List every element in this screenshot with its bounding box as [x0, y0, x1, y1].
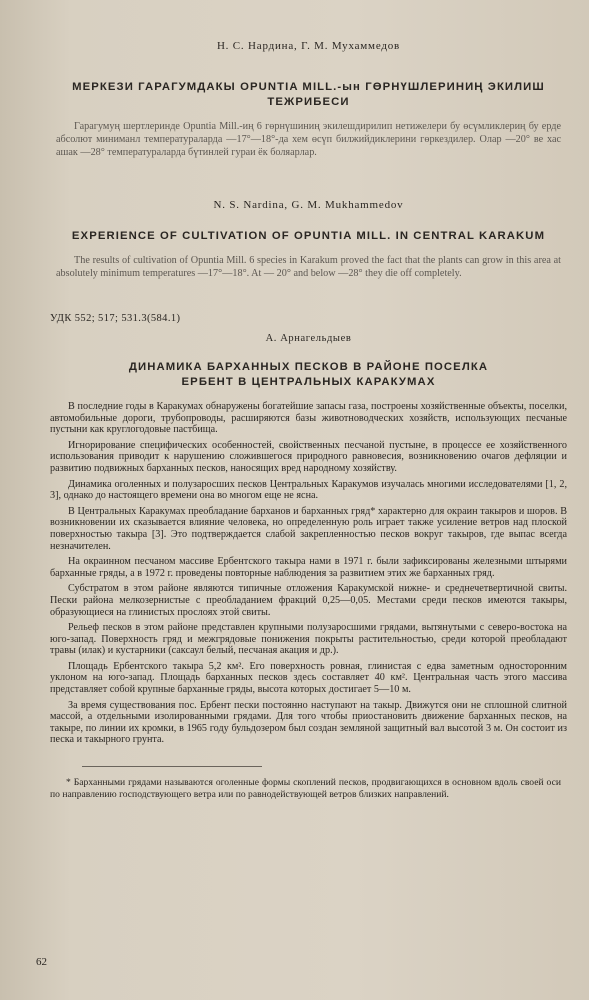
article1-authors: Н. С. Нардина, Г. М. Мухаммедов	[216, 40, 401, 52]
article1-title	[50, 80, 567, 110]
article3-body	[50, 401, 567, 746]
body-paragraph: В последние годы в Каракумах обнаружены богатейшие запасы газа, построены хозяйственные объекты, поселки, автомобильные дороги, трубопроводы, расширяются базы животноводческих хозяйств, использующих песчаные пустыни как круглогодовые пастбища.	[50, 401, 567, 436]
body-paragraph: Субстратом в этом районе являются типичные отложения Каракумской нижне- и среднечетвертичной свиты. Пески района мелкозернистые с преобладанием фракций 0,25—0,05. Местами среди песков имеются такыры, образующиеся на глинистых прослоях этой свиты.	[50, 583, 567, 618]
udk-code: УДК 552; 517; 531.3(584.1)	[50, 313, 181, 324]
body-paragraph: Игнорирование специфических особенностей, свойственных песчаной пустыне, в процессе ее хозяйственного использования приводит к нарушению сложившегося природного равновесия, возникновению очагов дефляции и развитию подвижных барханных песков, наносящих вред народному хозяйству.	[50, 439, 567, 474]
article3-title-line1: ДИНАМИКА БАРХАННЫХ ПЕСКОВ В РАЙОНЕ ПОСЕЛКА	[128, 361, 489, 373]
body-paragraph: За время существования пос. Ербент пески постоянно наступают на такыр. Движутся они не сплошной слитной массой, а отдельными изолированными грядами. Для того чтобы приостановить движение барханных песков, на такыре, по линии их кромки, в 1965 году бульдозером был создан земляной защитный вал высотой 3 м. Он состоит из песка и такырного грунта.	[50, 699, 567, 746]
body-paragraph: На окраинном песчаном массиве Ербентского такыра нами в 1971 г. были зафиксированы железными штырями барханные гряды, а в 1972 г. проведены повторные наблюдения за развитием этих же барханных гряд.	[50, 556, 567, 579]
article1-abstract: Гарагумуң шертлеринде Opuntia Mill.-иң 6 гөрнүшиниң экилешдирилип нетижелери бу өсүмликлериң бу ерде абсолют миниманл температураларда —17°—18°-да хем өсүп билжийдиклерини гөркездилер. Олар —20° ве хас ашак —28° температураларда бүтинлей гураи ёк боляарлар.	[56, 121, 561, 158]
article2-authors: N. S. Nardina, G. M. Mukhammedov	[213, 199, 404, 211]
article1-title-line1: МЕРКЕЗИ ГАРАГУМДАКЫ OPUNTIA MILL.-ын ГӨРНҮШЛЕРИНИҢ ЭКИЛИШ	[72, 81, 545, 93]
body-paragraph: Динамика оголенных и полузаросших песков Центральных Каракумов изучалась многими исследователями [1, 2, 3], однако до настоящего времени она во многом еще не ясна.	[50, 478, 567, 502]
article3-title	[50, 360, 567, 390]
body-paragraph: Рельеф песков в этом районе представлен крупными полузаросшими грядами, вытянутыми с северо-востока на юго-запад. Поверхность гряд и межгрядовые понижения покрыты растительностью, среди которой преобладают травы (илак) и кустарники (саксаул белый, песчаная акация и др.).	[50, 622, 567, 657]
article3-author: А. Арнагельдыев	[265, 333, 352, 344]
body-paragraph: В Центральных Каракумах преобладание барханов и барханных гряд* характерно для окраин такыров и шоров. В возникновении их сказывается влияние человека, но определенную роль играет также усиление ветров над плоской поверхностью такыра [3]. Это подтверждается слабой закрепленностью песков вокруг такыров, где выпас всегда незначителен.	[50, 505, 567, 552]
article2-abstract: The results of cultivation of Opuntia Mill. 6 species in Karakum proved the fact that the plants can grow in this area at absolutely minimum temperatures —17°—18°. At — 20° and below —28° they die off completely.	[56, 255, 561, 279]
article1-title-line2: ТЕЖРИБЕСИ	[267, 96, 350, 108]
footnote-divider	[82, 766, 262, 767]
footnote: * Барханными грядами называются оголенные формы скоплений песков, продвигающихся в основном вдоль своей оси по направлению господствующего ветра или по равнодействующей ветров близких направлений.	[50, 776, 561, 800]
page-number: 62	[36, 956, 47, 968]
article2-title: EXPERIENCE OF CULTIVATION OF OPUNTIA MILL. IN CENTRAL KARAKUM	[71, 230, 546, 242]
article3-title-line2: ЕРБЕНТ В ЦЕНТРАЛЬНЫХ КАРАКУМАХ	[181, 376, 436, 388]
body-paragraph: Площадь Ербентского такыра 5,2 км². Его поверхность ровная, глинистая с едва заметным односторонним уклоном на юго-запад. Площадь барханных песков здесь составляет 40 км². Центральная часть этого массива представляет собой крупные барханные гряды, высота которых достигает 5—10 м.	[50, 660, 567, 696]
